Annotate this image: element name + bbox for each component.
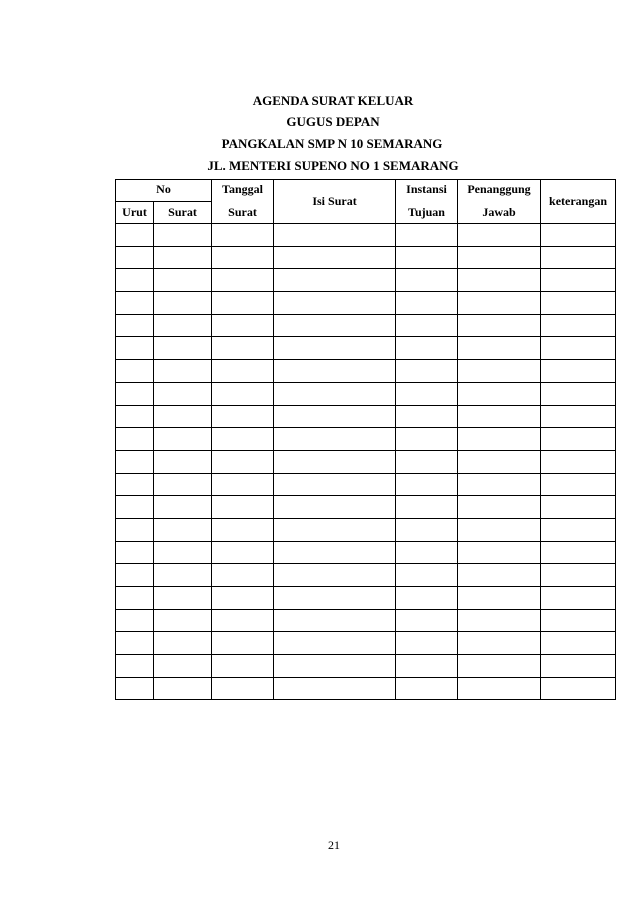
table-cell [154,541,212,564]
table-cell [396,314,458,337]
table-cell [541,269,616,292]
table-row [116,655,616,678]
table-cell [212,609,274,632]
table-cell [458,609,541,632]
table-cell [116,677,154,700]
table-cell [274,655,396,678]
table-cell [541,473,616,496]
table-cell [274,337,396,360]
table-cell [541,450,616,473]
table-row [116,541,616,564]
table-cell [274,450,396,473]
table-cell [396,428,458,451]
table-cell [458,224,541,247]
header-instansi-bottom: Tujuan [396,202,458,224]
table-cell [458,541,541,564]
table-cell [396,632,458,655]
table-cell [541,496,616,519]
header-isi-surat: Isi Surat [274,180,396,224]
table-cell [212,564,274,587]
heading-base: PANGKALAN SMP N 10 SEMARANG [221,136,443,151]
table-cell [212,496,274,519]
table-cell [458,677,541,700]
table-cell [116,450,154,473]
table-cell [396,587,458,610]
table-cell [458,473,541,496]
header-keterangan: keterangan [541,180,616,224]
table-cell [541,292,616,315]
table-cell [154,292,212,315]
table-cell [154,564,212,587]
heading-organization: GUGUS DEPAN [286,114,380,129]
table-cell [274,314,396,337]
table-cell [541,541,616,564]
table-cell [458,496,541,519]
table-cell [541,224,616,247]
header-no: No [116,180,212,202]
table-cell [116,224,154,247]
table-cell [274,292,396,315]
table-cell [274,518,396,541]
table-cell [396,382,458,405]
table-cell [541,677,616,700]
table-cell [212,314,274,337]
table-cell [154,609,212,632]
table-cell [154,428,212,451]
table-cell [458,655,541,678]
table-cell [212,224,274,247]
table-cell [274,609,396,632]
page-number: 21 [328,838,340,852]
table-cell [396,473,458,496]
table-cell [541,382,616,405]
table-cell [212,473,274,496]
table-cell [116,314,154,337]
table-cell [212,292,274,315]
table-row [116,609,616,632]
table-cell [116,292,154,315]
table-cell [154,473,212,496]
table-cell [116,337,154,360]
table-cell [212,246,274,269]
table-cell [541,314,616,337]
table-cell [154,632,212,655]
table-row [116,292,616,315]
table-cell [154,224,212,247]
table-cell [154,314,212,337]
header-penanggung-top: Penanggung [458,180,541,202]
table-row [116,518,616,541]
table-cell [541,428,616,451]
table-row [116,314,616,337]
table-cell [212,382,274,405]
table-cell [274,473,396,496]
table-cell [274,224,396,247]
heading-title: AGENDA SURAT KELUAR [252,93,414,108]
table-cell [274,496,396,519]
table-cell [458,314,541,337]
table-cell [116,655,154,678]
table-row [116,473,616,496]
table-cell [116,269,154,292]
table-cell [396,360,458,383]
table-cell [116,541,154,564]
table-cell [458,246,541,269]
heading-address: JL. MENTERI SUPENO NO 1 SEMARANG [207,158,459,173]
table-cell [154,518,212,541]
table-cell [274,428,396,451]
table-cell [458,405,541,428]
table-cell [212,450,274,473]
table-cell [116,518,154,541]
header-tanggal-top: Tanggal [212,180,274,202]
table-cell [396,292,458,315]
table-cell [116,360,154,383]
table-cell [274,269,396,292]
table-cell [212,541,274,564]
table-cell [212,587,274,610]
table-cell [274,587,396,610]
table-cell [458,292,541,315]
table-cell [396,496,458,519]
table-cell [458,518,541,541]
table-cell [116,473,154,496]
table-cell [212,337,274,360]
table-cell [154,655,212,678]
table-cell [396,541,458,564]
table-header-row-top [116,180,616,202]
table-cell [541,632,616,655]
table-cell [458,360,541,383]
table-cell [274,246,396,269]
table-cell [116,382,154,405]
table-cell [212,677,274,700]
agenda-table [115,179,616,700]
table-row [116,450,616,473]
table-cell [541,405,616,428]
table-cell [396,224,458,247]
table-cell [541,587,616,610]
header-surat: Surat [154,202,212,224]
table-cell [396,655,458,678]
table-cell [154,496,212,519]
table-row [116,632,616,655]
table-cell [116,246,154,269]
table-cell [541,655,616,678]
table-cell [154,382,212,405]
header-tanggal-bottom: Surat [212,202,274,224]
table-row [116,677,616,700]
table-cell [274,564,396,587]
table-cell [116,405,154,428]
table-row [116,360,616,383]
table-cell [212,518,274,541]
table-cell [458,450,541,473]
table-cell [396,405,458,428]
table-cell [396,337,458,360]
table-cell [212,428,274,451]
table-cell [396,677,458,700]
table-cell [396,246,458,269]
table-cell [458,337,541,360]
table-cell [116,496,154,519]
table-cell [458,564,541,587]
table-row [116,496,616,519]
table-cell [116,428,154,451]
table-cell [396,609,458,632]
table-cell [541,360,616,383]
table-cell [396,564,458,587]
table-cell [212,655,274,678]
table-cell [458,632,541,655]
table-cell [116,587,154,610]
table-cell [396,269,458,292]
table-row [116,337,616,360]
table-row [116,587,616,610]
table-cell [154,269,212,292]
table-row [116,246,616,269]
table-cell [212,269,274,292]
table-cell [116,564,154,587]
table-cell [212,360,274,383]
table-cell [154,450,212,473]
table-cell [541,564,616,587]
table-cell [274,677,396,700]
table-cell [396,450,458,473]
table-cell [212,405,274,428]
table-cell [154,337,212,360]
table-cell [541,518,616,541]
table-cell [541,246,616,269]
table-cell [154,405,212,428]
table-row [116,224,616,247]
header-urut: Urut [116,202,154,224]
table-cell [154,587,212,610]
table-cell [154,246,212,269]
table-cell [274,360,396,383]
table-row [116,382,616,405]
table-cell [458,587,541,610]
table-cell [212,632,274,655]
table-cell [274,541,396,564]
table-row [116,564,616,587]
table-cell [154,360,212,383]
table-cell [116,632,154,655]
table-cell [154,677,212,700]
table-cell [116,609,154,632]
table-row [116,428,616,451]
table-row [116,269,616,292]
header-penanggung-bottom: Jawab [458,202,541,224]
table-cell [274,405,396,428]
table-cell [396,518,458,541]
table-cell [274,632,396,655]
table-cell [458,269,541,292]
table-cell [541,609,616,632]
table-cell [458,382,541,405]
header-instansi-top: Instansi [396,180,458,202]
table-cell [541,337,616,360]
table-row [116,405,616,428]
table-cell [458,428,541,451]
table-cell [274,382,396,405]
